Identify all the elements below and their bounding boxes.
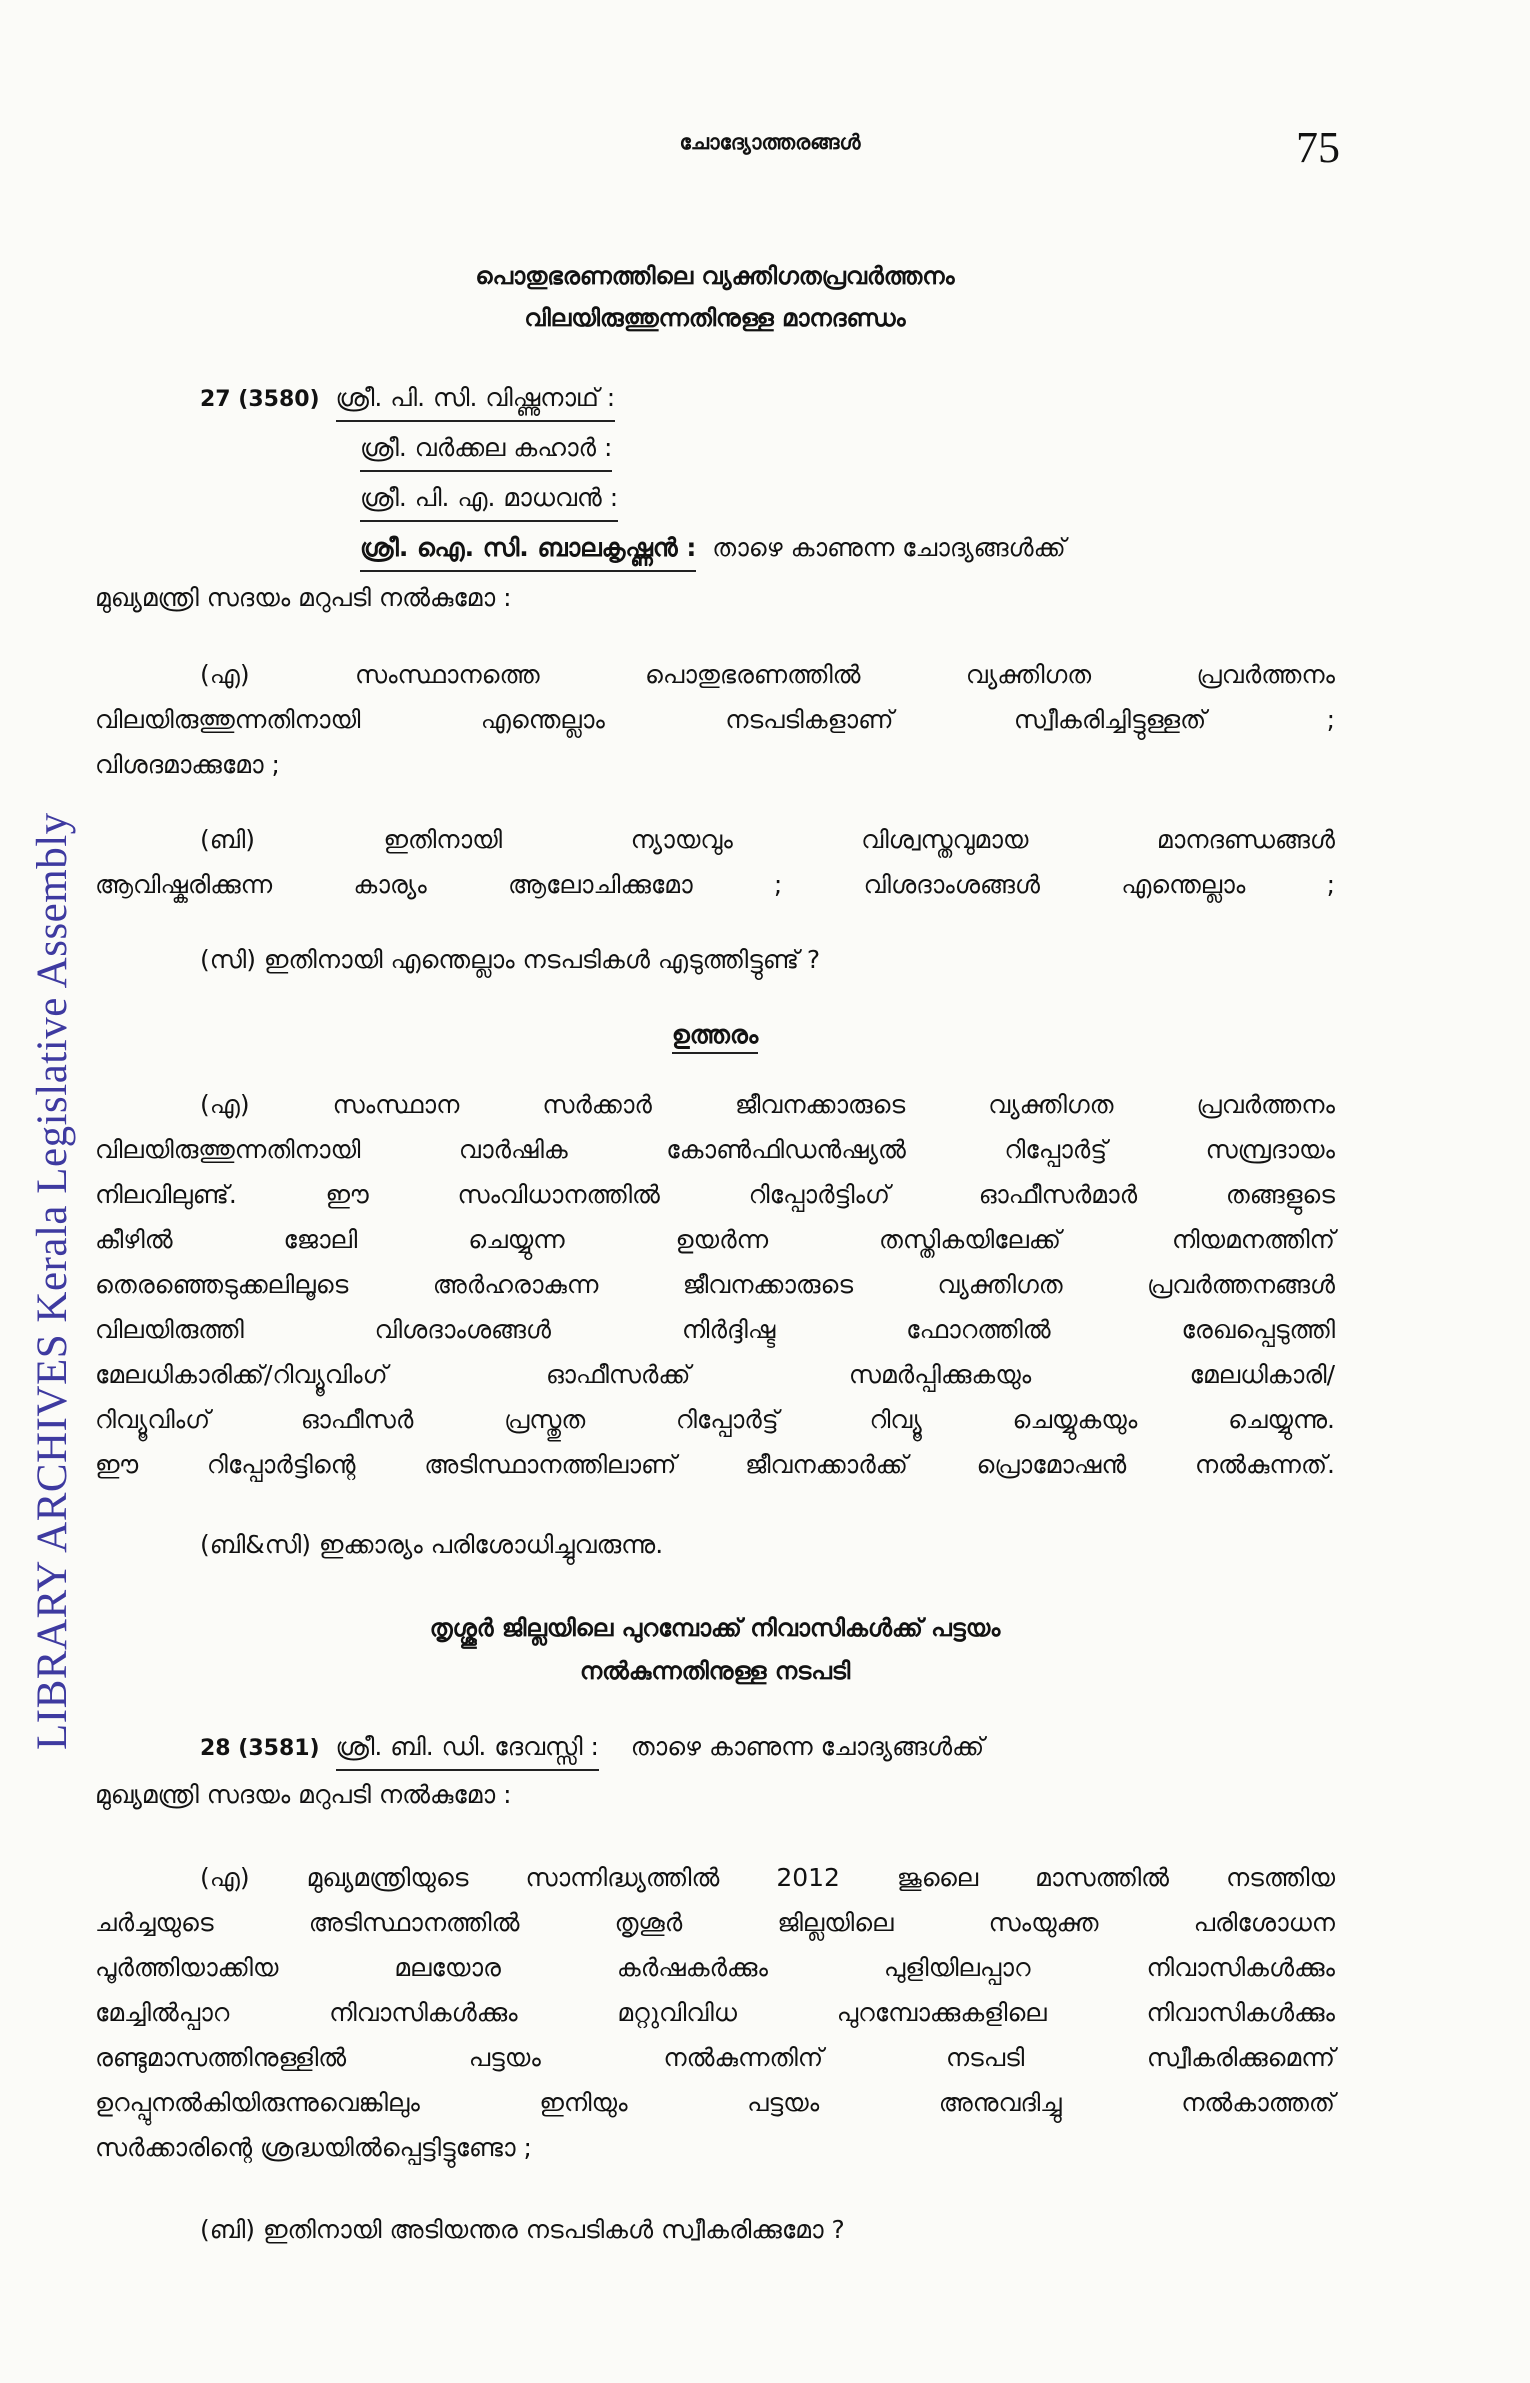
q28-part-a-line4: മേച്ചിൽപ്പാറ നിവാസികൾക്കും മറ്റുവിവിധ പുറമ്പോക്കുകളിലെ നിവാസികൾക്കും [95, 1998, 1335, 2027]
q27-answer-line-9: ഈ റിപ്പോർട്ടിന്റെ അടിസ്ഥാനത്തിലാണ് ജീവനക്കാർക്ക് പ്രൊമോഷൻ നൽകുന്നത്. [95, 1450, 1335, 1479]
q27-answer-line-4: കീഴിൽ ജോലി ചെയ്യുന്ന ഉയർന്ന തസ്തികയിലേക്ക് നിയമനത്തിന് [95, 1225, 1335, 1254]
library-archives-watermark: LIBRARY ARCHIVES Kerala Legislative Assembly [29, 812, 76, 1750]
q27-part-b-line2: ആവിഷ്കരിക്കുന്ന കാര്യം ആലോചിക്കുമോ ; വിശദാംശങ്ങൾ എന്തെല്ലാം ; [95, 870, 1335, 899]
q28-question-number: 28 (3581) [200, 1736, 320, 1761]
q27-part-c-line1: (സി) ഇതിനായി എന്തെല്ലാം നടപടികൾ എടുത്തിട്ടുണ്ട് ? [200, 945, 821, 974]
q28-heading-line2: നൽകുന്നതിനുള്ള നടപടി [579, 1657, 851, 1685]
q28-member-row [200, 1727, 1335, 1771]
q27-heading-line1: പൊതുഭരണത്തിലെ വ്യക്തിഗതപ്രവർത്തനം [475, 262, 955, 290]
q27-question-number: 27 (3580) [200, 387, 320, 412]
q27-answer-bc: (ബി&സി) ഇക്കാര്യം പരിശോധിച്ചുവരുന്നു. [200, 1530, 664, 1559]
q27-answer-line-1: (എ) സംസ്ഥാന സർക്കാർ ജീവനക്കാരുടെ വ്യക്തിഗത പ്രവർത്തനം [200, 1090, 1335, 1119]
q27-member-1: ശ്രീ. പി. സി. വിഷ്ണുനാഥ് : [336, 378, 616, 422]
q28-member: ശ്രീ. ബി. ഡി. ദേവസ്സി : [336, 1727, 599, 1771]
q28-part-a-line5: രണ്ടുമാസത്തിനുള്ളിൽ പട്ടയം നൽകുന്നതിന് നടപടി സ്വീകരിക്കുമെന്ന് [95, 2043, 1335, 2072]
q27-part-b-line1: (ബി) ഇതിനായി ന്യായവും വിശ്വസ്തവുമായ മാനദണ്ഡങ്ങൾ [200, 825, 1335, 854]
q27-answer-heading: ഉത്തരം [95, 1020, 1335, 1050]
q27-answer-line-2: വിലയിരുത്തുന്നതിനായി വാർഷിക കോൺഫിഡൻഷ്യൽ റിപ്പോർട്ട് സമ്പ്രദായം [95, 1135, 1335, 1164]
q27-answer-line-6: വിലയിരുത്തി വിശദാംശങ്ങൾ നിർദ്ദിഷ്ട ഫോറത്തിൽ രേഖപ്പെടുത്തി [95, 1315, 1335, 1344]
q28-part-b-line: (ബി) ഇതിനായി അടിയന്തര നടപടികൾ സ്വീകരിക്കുമോ ? [200, 2215, 845, 2244]
q28-intro-tail: താഴെ കാണുന്ന ചോദ്യങ്ങൾക്ക് [630, 1732, 985, 1761]
q27-part-a-line3: വിശദമാക്കുമോ ; [95, 750, 280, 779]
q27-member-row-1 [200, 378, 1335, 422]
q28-heading-line1: തൃശ്ശൂർ ജില്ലയിലെ പുറമ്പോക്ക് നിവാസികൾക്ക് പട്ടയം [429, 1614, 1001, 1642]
running-header-title: ചോദ്യോത്തരങ്ങൾ [679, 130, 861, 154]
q28-part-a-line1: (എ) മുഖ്യമന്ത്രിയുടെ സാന്നിദ്ധ്യത്തിൽ 2012 ജൂലൈ മാസത്തിൽ നടത്തിയ [200, 1863, 1335, 1892]
q27-member-2: ശ്രീ. വർക്കല കഹാർ : [360, 428, 612, 472]
q28-part-a-line7: സർക്കാരിന്റെ ശ്രദ്ധയിൽപ്പെട്ടിട്ടുണ്ടോ ; [95, 2133, 532, 2162]
q28-part-a-line2: ചർച്ചയുടെ അടിസ്ഥാനത്തിൽ തൃശൂർ ജില്ലയിലെ സംയുക്ത പരിശോധന [95, 1908, 1335, 1937]
q27-part-a-line1: (എ) സംസ്ഥാനത്തെ പൊതുഭരണത്തിൽ വ്യക്തിഗത പ്രവർത്തനം [200, 660, 1335, 689]
q28-intro-line2: മുഖ്യമന്ത്രി സദയം മറുപടി നൽകുമോ : [95, 1780, 512, 1809]
q27-intro-line2: മുഖ്യമന്ത്രി സദയം മറുപടി നൽകുമോ : [95, 583, 512, 612]
q28-part-a-line6: ഉറപ്പുനൽകിയിരുന്നുവെങ്കിലും ഇനിയും പട്ടയം അനുവദിച്ചു നൽകാത്തത് [95, 2088, 1335, 2117]
q27-answer-line-3: നിലവിലുണ്ട്. ഈ സംവിധാനത്തിൽ റിപ്പോർട്ടിംഗ് ഓഫീസർമാർ തങ്ങളുടെ [95, 1180, 1335, 1209]
q27-answer-line-5: തെരഞ്ഞെടുക്കലിലൂടെ അർഹരാകുന്ന ജീവനക്കാരുടെ വ്യക്തിഗത പ്രവർത്തനങ്ങൾ [95, 1270, 1335, 1299]
q28-part-a-line3: പൂർത്തിയാക്കിയ മലയോര കർഷകർക്കും പുളിയിലപ്പാറ നിവാസികൾക്കും [95, 1953, 1335, 1982]
q27-answer-line-8: റിവ്യൂവിംഗ് ഓഫീസർ പ്രസ്തുത റിപ്പോർട്ട് റിവ്യൂ ചെയ്യുകയും ചെയ്യുന്നു. [95, 1405, 1335, 1434]
q27-part-a-line2: വിലയിരുത്തുന്നതിനായി എന്തെല്ലാം നടപടികളാണ് സ്വീകരിച്ചിട്ടുള്ളത് ; [95, 705, 1335, 734]
q27-intro-tail: താഴെ കാണുന്ന ചോദ്യങ്ങൾക്ക് [712, 533, 1066, 562]
q27-answer-line-7: മേലധികാരിക്ക്/റിവ്യൂവിംഗ് ഓഫീസർക്ക് സമർപ്പിക്കുകയും മേലധികാരി/ [95, 1360, 1335, 1389]
q27-member-4: ശ്രീ. ഐ. സി. ബാലകൃഷ്ണൻ : [360, 528, 696, 572]
page-number: 75 [1296, 123, 1340, 172]
q27-member-row-3 [360, 478, 1335, 522]
q27-heading-line2: വിലയിരുത്തുന്നതിനുള്ള മാനദണ്ഡം [524, 304, 906, 332]
q27-member-row-2 [360, 428, 1335, 472]
q27-member-3: ശ്രീ. പി. എ. മാധവൻ : [360, 478, 618, 522]
q27-member-row-4 [360, 528, 1335, 572]
